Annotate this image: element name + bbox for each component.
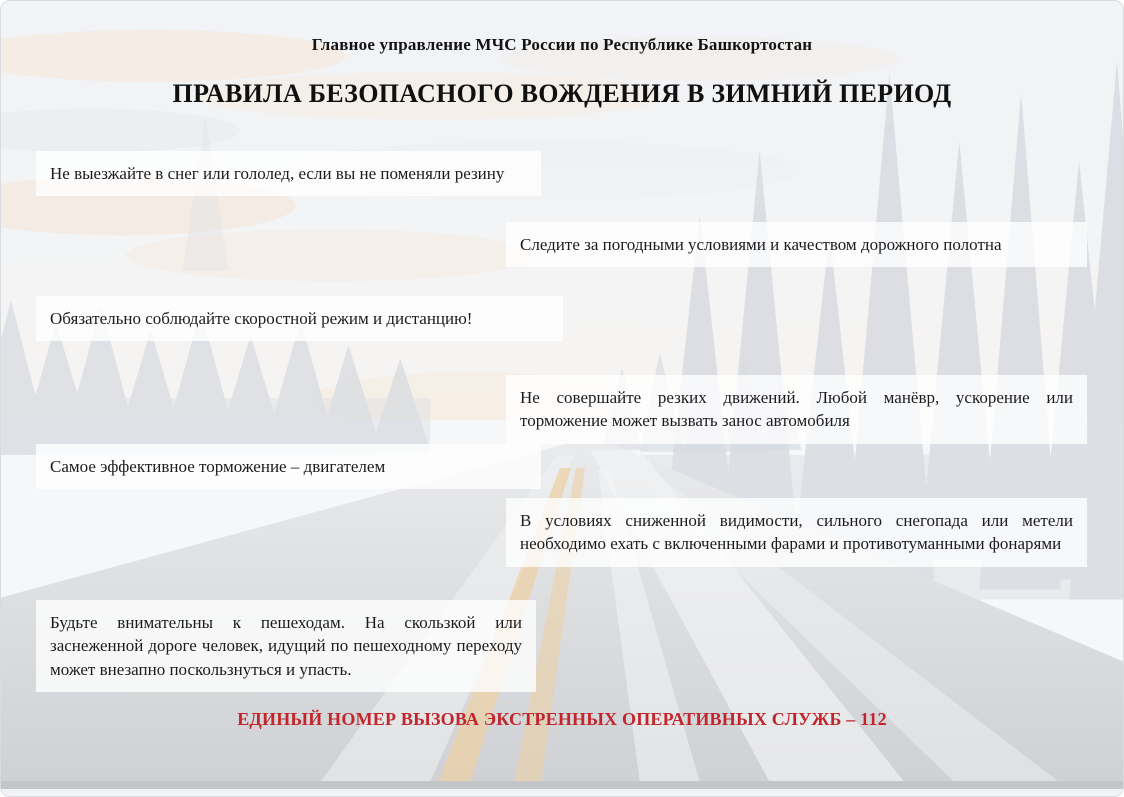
agency-header: Главное управление МЧС России по Республике Башкортостан [311,35,813,54]
tip-box-low-visibility: В условиях сниженной видимости, сильного снегопада или метели необходимо ехать с включенными фарами и противотуманными фонарями [506,498,1087,567]
tip-box-weather: Следите за погодными условиями и качеством дорожного полотна [506,222,1087,267]
tip-box-no-sharp-moves: Не совершайте резких движений. Любой манёвр, ускорение или торможение может вызвать занос автомобиля [506,375,1087,444]
tip-box-speed-limit: Обязательно соблюдайте скоростной режим и дистанцию! [36,296,563,341]
tip-box-tires: Не выезжайте в снег или гололед, если вы не поменяли резину [36,151,541,196]
poster-title: ПРАВИЛА БЕЗОПАСНОГО ВОЖДЕНИЯ В ЗИМНИЙ ПЕРИОД [172,79,952,108]
poster-content [1,1,1123,796]
tip-box-engine-braking: Самое эффективное торможение – двигателем [36,444,541,489]
tip-box-pedestrians: Будьте внимательны к пешеходам. На скользкой или заснеженной дороге человек, идущий по пешеходному переходу может внезапно поскользнуться и упасть. [36,600,536,692]
emergency-number-line: ЕДИНЫЙ НОМЕР ВЫЗОВА ЭКСТРЕННЫХ ОПЕРАТИВНЫХ СЛУЖБ – 112 [237,709,887,729]
